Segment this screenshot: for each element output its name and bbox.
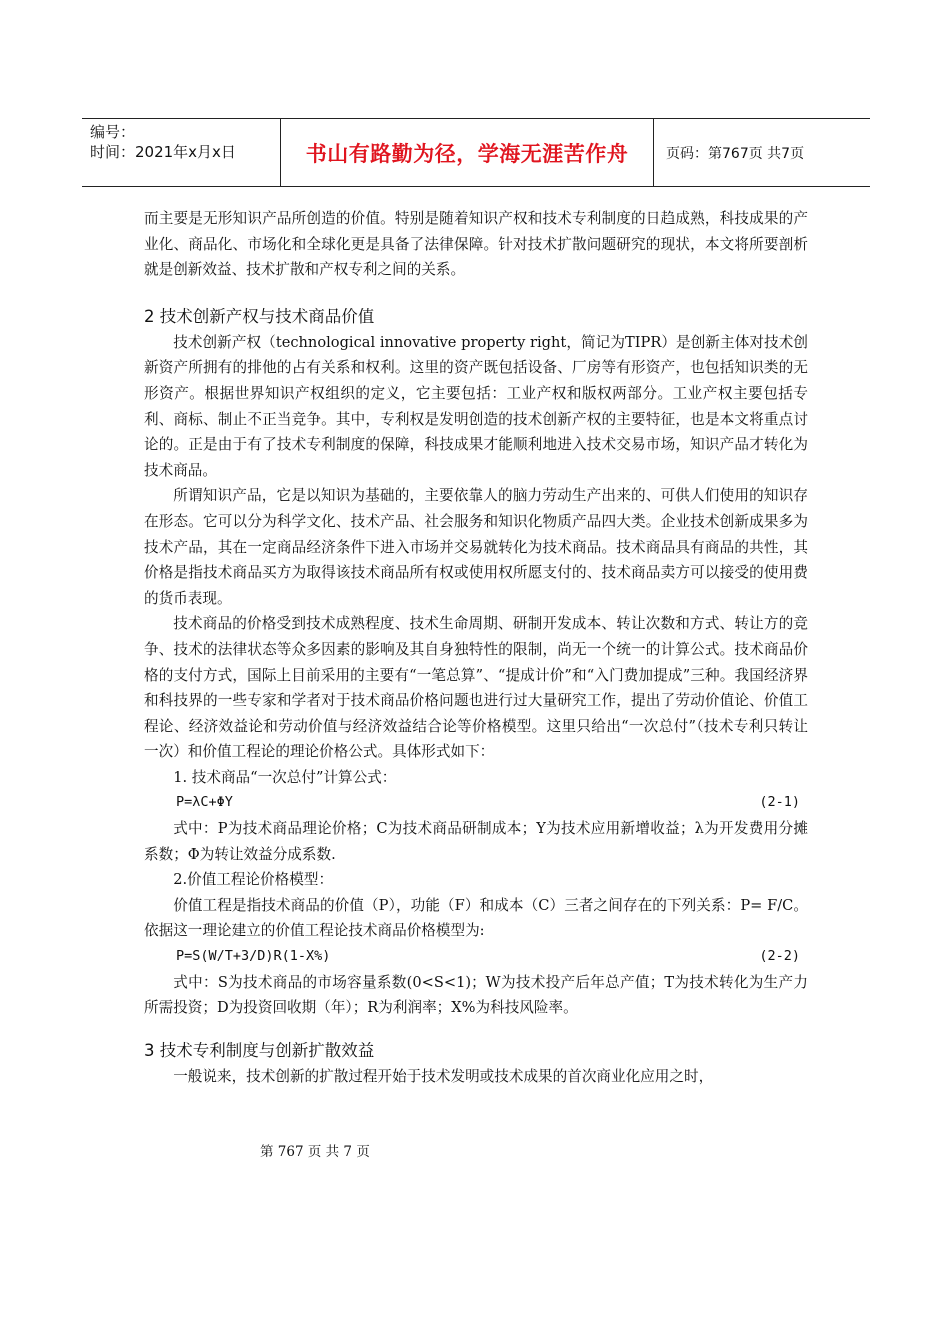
section-2-title: 2 技术创新产权与技术商品价值 [144, 306, 375, 326]
formula-2-1 [144, 790, 808, 816]
formula-2-2 [144, 944, 808, 970]
header-motto: 书山有路勤为径，学海无涯苦作舟 [305, 141, 629, 166]
footer-page-number: 第 767 页 共 7 页 [260, 1144, 370, 1160]
formula-2-1-number: (2-1) [759, 794, 800, 811]
list-item-1: 1. 技术商品“一次总付”计算公式： [173, 768, 397, 786]
paragraph-s2-3: 技术商品的价格受到技术成熟程度、技术生命周期、研制开发成本、转让次数和方式、转让方的竞争、技术的法律状态等众多因素的影响及其自身独特性的限制，尚无一个统一的计算公式。技术商品价格的支付方式，国际上目前采用的主要有“一笔总算”、“提成计价”和“入门费加提成”三种。我国经济界和科技界的一些专家和学者对于技术商品价格问题也进行过大量研究工作，提出了劳动价值论、价值工程论、经济效益论和劳动价值与经济效益结合论等价格模型。这里只给出“一次总付”（技术专利只转让一次）和价值工程论的理论价格公式。具体形式如下： [144, 615, 808, 761]
document-body [144, 206, 808, 1089]
page-footer [0, 1140, 950, 1160]
paragraph-s3-1: 一般说来，技术创新的扩散过程开始于技术发明或技术成果的首次商业化应用之时， [173, 1067, 714, 1085]
list-item-2: 2.价值工程论价格模型： [173, 871, 334, 889]
formula-2-1-expr: P=λC+ΦY [176, 794, 233, 811]
header-meta-cell [82, 119, 280, 186]
header-time-label: 时间：2021年x月x日 [90, 143, 236, 161]
header-number-label: 编号： [90, 123, 136, 141]
paragraph-s2-2: 所谓知识产品，它是以知识为基础的，主要依靠人的脑力劳动生产出来的、可供人们使用的知识存在形态。它可以分为科学文化、技术产品、社会服务和知识化物质产品四大类。企业技术创新成果多为技术产品，其在一定商品经济条件下进入市场并交易就转化为技术商品。技术商品具有商品的共性，其价格是指技术商品买方为取得该技术商品所有权或使用权所愿支付的、技术商品卖方可以接受的使用费的货币表现。 [144, 487, 808, 607]
header-page-info: 页码：第767页 共7页 [666, 145, 805, 162]
paragraph-formula-2-desc: 式中：S为技术商品的市场容量系数(0<S<1)；W为技术投产后年总产值；T为技术转化为生产力所需投资；D为投资回收期（年）；R为利润率；X%为科技风险率。 [144, 973, 808, 1017]
formula-2-2-expr: P=S(W/T+3/D)R(1-X%) [176, 948, 331, 965]
section-3-title: 3 技术专利制度与创新扩散效益 [144, 1040, 375, 1060]
paragraph-formula-1-desc: 式中：P为技术商品理论价格；C为技术商品研制成本；Y为技术应用新增收益；λ为开发费用分摊系数；Φ为转让效益分成系数. [144, 820, 808, 863]
paragraph-s2-1: 技术创新产权（technological innovative property right，简记为TIPR）是创新主体对技术创新资产所拥有的排他的占有关系和权利。这里的资产既包括设备、厂房等有形资产，也包括知识类的无形资产。根据世界知识产权组织的定义，它主要包括：工业产权和版权两部分。工业产权主要包括专利、商标、制止不正当竞争。其中，专利权是发明创造的技术创新产权的主要特征，也是本文将重点讨论的。正是由于有了技术专利制度的保障，科技成果才能顺利地进入技术交易市场，知识产品才转化为技术商品。 [144, 333, 808, 479]
document-header [82, 118, 870, 187]
header-motto-cell [281, 119, 653, 186]
header-page-cell [654, 119, 870, 186]
paragraph-intro: 而主要是无形知识产品所创造的价值。特别是随着知识产权和技术专利制度的日趋成熟，科技成果的产业化、商品化、市场化和全球化更是具备了法律保障。针对技术扩散问题研究的现状，本文将所要剖析就是创新效益、技术扩散和产权专利之间的关系。 [144, 210, 808, 279]
formula-2-2-number: (2-2) [759, 948, 800, 965]
paragraph-item-2: 价值工程是指技术商品的价值（P），功能（F）和成本（C）三者之间存在的下列关系：P= F/C。依据这一理论建立的价值工程论技术商品价格模型为: [144, 896, 808, 940]
